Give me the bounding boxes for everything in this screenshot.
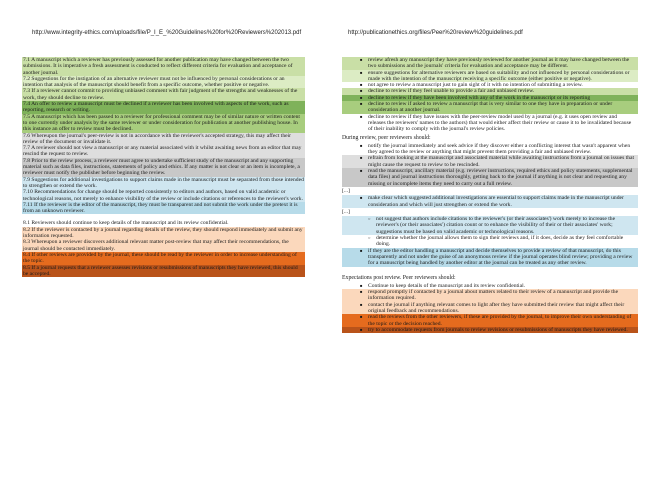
guideline-bullet: ■ review afresh any manuscript they have previously reviewed for another journal as it may have changed between the two submissions and the journals' criteria for evaluation and acceptance may be different. — [342, 57, 638, 70]
guideline-paragraph: 7.7 A reviewer should not view a manuscript or any material associated with it whilst awaiting news from an editor that may rescind the request to review. — [22, 145, 305, 158]
guideline-paragraph: 8.1 Reviewers should continue to keep details of the manuscript and its review confidential. — [23, 220, 229, 227]
right-source-url[interactable]: http://publicationethics.org/files/Peer%20review%20guidelines.pdf — [348, 30, 523, 36]
left-guideline-column — [22, 57, 305, 277]
guideline-paragraph: 7.3 If a reviewer cannot commit to providing unbiased comment with fair judgment of the strengths and weaknesses of the work, they should decline to review. — [22, 88, 305, 101]
guideline-paragraph: 7.6 Whereupon the journal's peer-review is not in accordance with the reviewer's accepted strategy, this may affect their review of the document or invalidate it. — [22, 133, 305, 146]
guideline-bullet: ■ try to accommodate requests from journals to review revisions or resubmissions of manuscripts they have reviewed. — [342, 327, 638, 333]
post-review-heading: Expectations post review. Peer reviewers should: — [342, 274, 456, 281]
guideline-bullet: ■ read the manuscript, ancillary material (e.g. reviewer instructions, required ethics and policy statements, supplemental data files) and journal instructions thoroughly, getting back to the journal if anything is not clear and requesting any missing or incomplete items they need to carry out a full review. — [342, 168, 638, 187]
guideline-bullet: ■ decline to review if they have been involved with any of the work in the manuscript or its reporting — [342, 95, 638, 101]
right-guideline-column — [342, 57, 638, 333]
ellipsis-marker: [...] — [342, 208, 350, 215]
guideline-bullet: ■ decline to review if they feel unable to provide a fair and unbiased review. — [342, 88, 638, 94]
guideline-paragraph: 7.5 A manuscript which has been passed to a reviewer for professional comment may be of similar nature or written content to one currently under analysis by the same reviewer or under consideration for publication at another publishing house. In this instance an offer to review must be declined. — [22, 114, 305, 133]
guideline-paragraph: 7.2 Suggestions for the instigation of an alternative reviewer must not be influenced by personal considerations or an intention that analysis of the manuscript should benefit from a specific outcome, whether positive or negative. — [22, 76, 305, 89]
guideline-bullet: ○ determine whether the journal allows them to sign their reviews and, if it does, decide as they feel comfortable doing. — [342, 235, 638, 248]
guideline-bullet: ■ make clear which suggested additional investigations are essential to support claims made in the manuscript under consideration and which will just strengthen or extend the work. — [342, 195, 638, 208]
guideline-paragraph: 7.10 Recommendations for change should be reported consistently to editors and authors, based on valid academic or technological reasons, not merely to enhance visibility of the review or include citations or references to the reviewer's work. — [22, 189, 305, 202]
during-review-list — [342, 143, 638, 187]
guideline-bullet: ■ ensure suggestions for alternative reviewers are based on suitability and not influenced by personal considerations or made with the intention of the manuscript receiving a specific outcome (either positive or negative). — [342, 70, 638, 83]
guideline-paragraph: 8.3 Whereupon a reviewer discovers additional relevant matter post-review that may affect their recommendations, the journal should be contacted immediately. — [22, 239, 305, 252]
editor-review-list — [342, 248, 638, 267]
guideline-bullet: ■ not agree to review a manuscript just to gain sight of it with no intention of submitting a review. — [342, 82, 638, 88]
guideline-bullet: ■ notify the journal immediately and seek advice if they discover either a conflicting interest that wasn't apparent when they agreed to the review or anything that might prevent them providing a fair and unbiased review. — [342, 143, 638, 156]
guideline-bullet: ■ contact the journal if anything relevant comes to light after they have submitted their review that might affect their original feedback and recommendations. — [342, 302, 638, 315]
guideline-bullet: ■ if they are the editor handling a manuscript and decide themselves to provide a review of that manuscript, do this transparently and not under the guise of an anonymous review if the journal operates blind review; providing a review for a manuscript being handled by another editor at the journal can be treated as any other review. — [342, 248, 638, 267]
guideline-bullet: ■ decline to review if asked to review a manuscript that is very similar to one they have in preparation or under consideration at another journal. — [342, 101, 638, 114]
guideline-paragraph: 7.8 Prior to the review process, a reviewer must agree to undertake sufficient study of the manuscript and any supporting material such as data files, instructions, statements of policy and ethics. If any matter is not clear or an item is incomplete, a reviewer must notify the publisher before beginning the review. — [22, 158, 305, 177]
guideline-bullet: ○ not suggest that authors include citations to the reviewer's (or their associates') work merely to increase the reviewer's (or their associates') citation count or to enhance the visibility of their or their associates' work; suggestions must be based on valid academic or technological reasons. — [342, 216, 638, 235]
guideline-paragraph: 7.11 If the reviewer is the editor of the manuscript, they must be transparent and not submit the work under the pretext it is from an unknown reviewer. — [22, 202, 305, 215]
during-review-heading: During review, peer reviewers should: — [342, 134, 431, 141]
guideline-bullet: ■ Continue to keep details of the manuscript and its review confidential. — [342, 283, 638, 289]
citation-list — [342, 216, 638, 247]
pre-review-list — [342, 57, 638, 133]
post-review-list — [342, 283, 638, 333]
left-source-url[interactable]: http://www.integrity-ethics.com/uploads/file/P_I_E_%20Guidelines%20for%20Reviewers%202013.pdf — [32, 30, 302, 36]
guideline-paragraph: 7.9 Suggestions for additional investigations to support claims made in the manuscript must be separated from those intended to strengthen or extend the work. — [23, 176, 304, 189]
guideline-paragraph: 8.2 If the reviewer is contacted by a journal regarding details of the review, they should respond immediately and submit any information requested. — [22, 227, 305, 240]
guideline-paragraph: 8.5 If a journal requests that a reviewer assesses revisions or resubmissions of manuscripts they have reviewed, this should be accepted. — [22, 265, 305, 278]
guideline-bullet: ■ decline to review if they have issues with the peer-review model used by a journal (e.g. it uses open review and releases the reviewers' names to the authors) that would either affect their review or cause it to be invalidated because of their inability to comply with the journal's review policies. — [342, 114, 638, 133]
guideline-bullet: ■ refrain from looking at the manuscript and associated material while awaiting instructions from a journal on issues that might cause the request to review to be rescinded. — [342, 155, 638, 168]
investigation-list — [342, 195, 638, 208]
guideline-paragraph: 8.4 If other reviews are provided by the journal, these should be read by the reviewer in order to increase understanding of the topic. — [22, 252, 305, 265]
guideline-bullet: ■ read the reviews from the other reviewers, if these are provided by the journal, to improve their own understanding of the topic or the decision reached. — [342, 314, 638, 327]
ellipsis-marker: [...] — [342, 187, 350, 194]
guideline-bullet: ■ respond promptly if contacted by a journal about matters related to their review of a manuscript and provide the information required. — [342, 289, 638, 302]
guideline-paragraph: 7.4 An offer to review a manuscript must be declined if a reviewer has been involved with aspects of the work, such as reporting, research or writing. — [22, 101, 305, 114]
guideline-paragraph: 7.1 A manuscript which a reviewer has previously assessed for another publication may have changed between the two submissions. It is imperative a fresh assessment is conducted to reflect different criteria for evaluation and acceptance of another journal. — [22, 57, 305, 76]
